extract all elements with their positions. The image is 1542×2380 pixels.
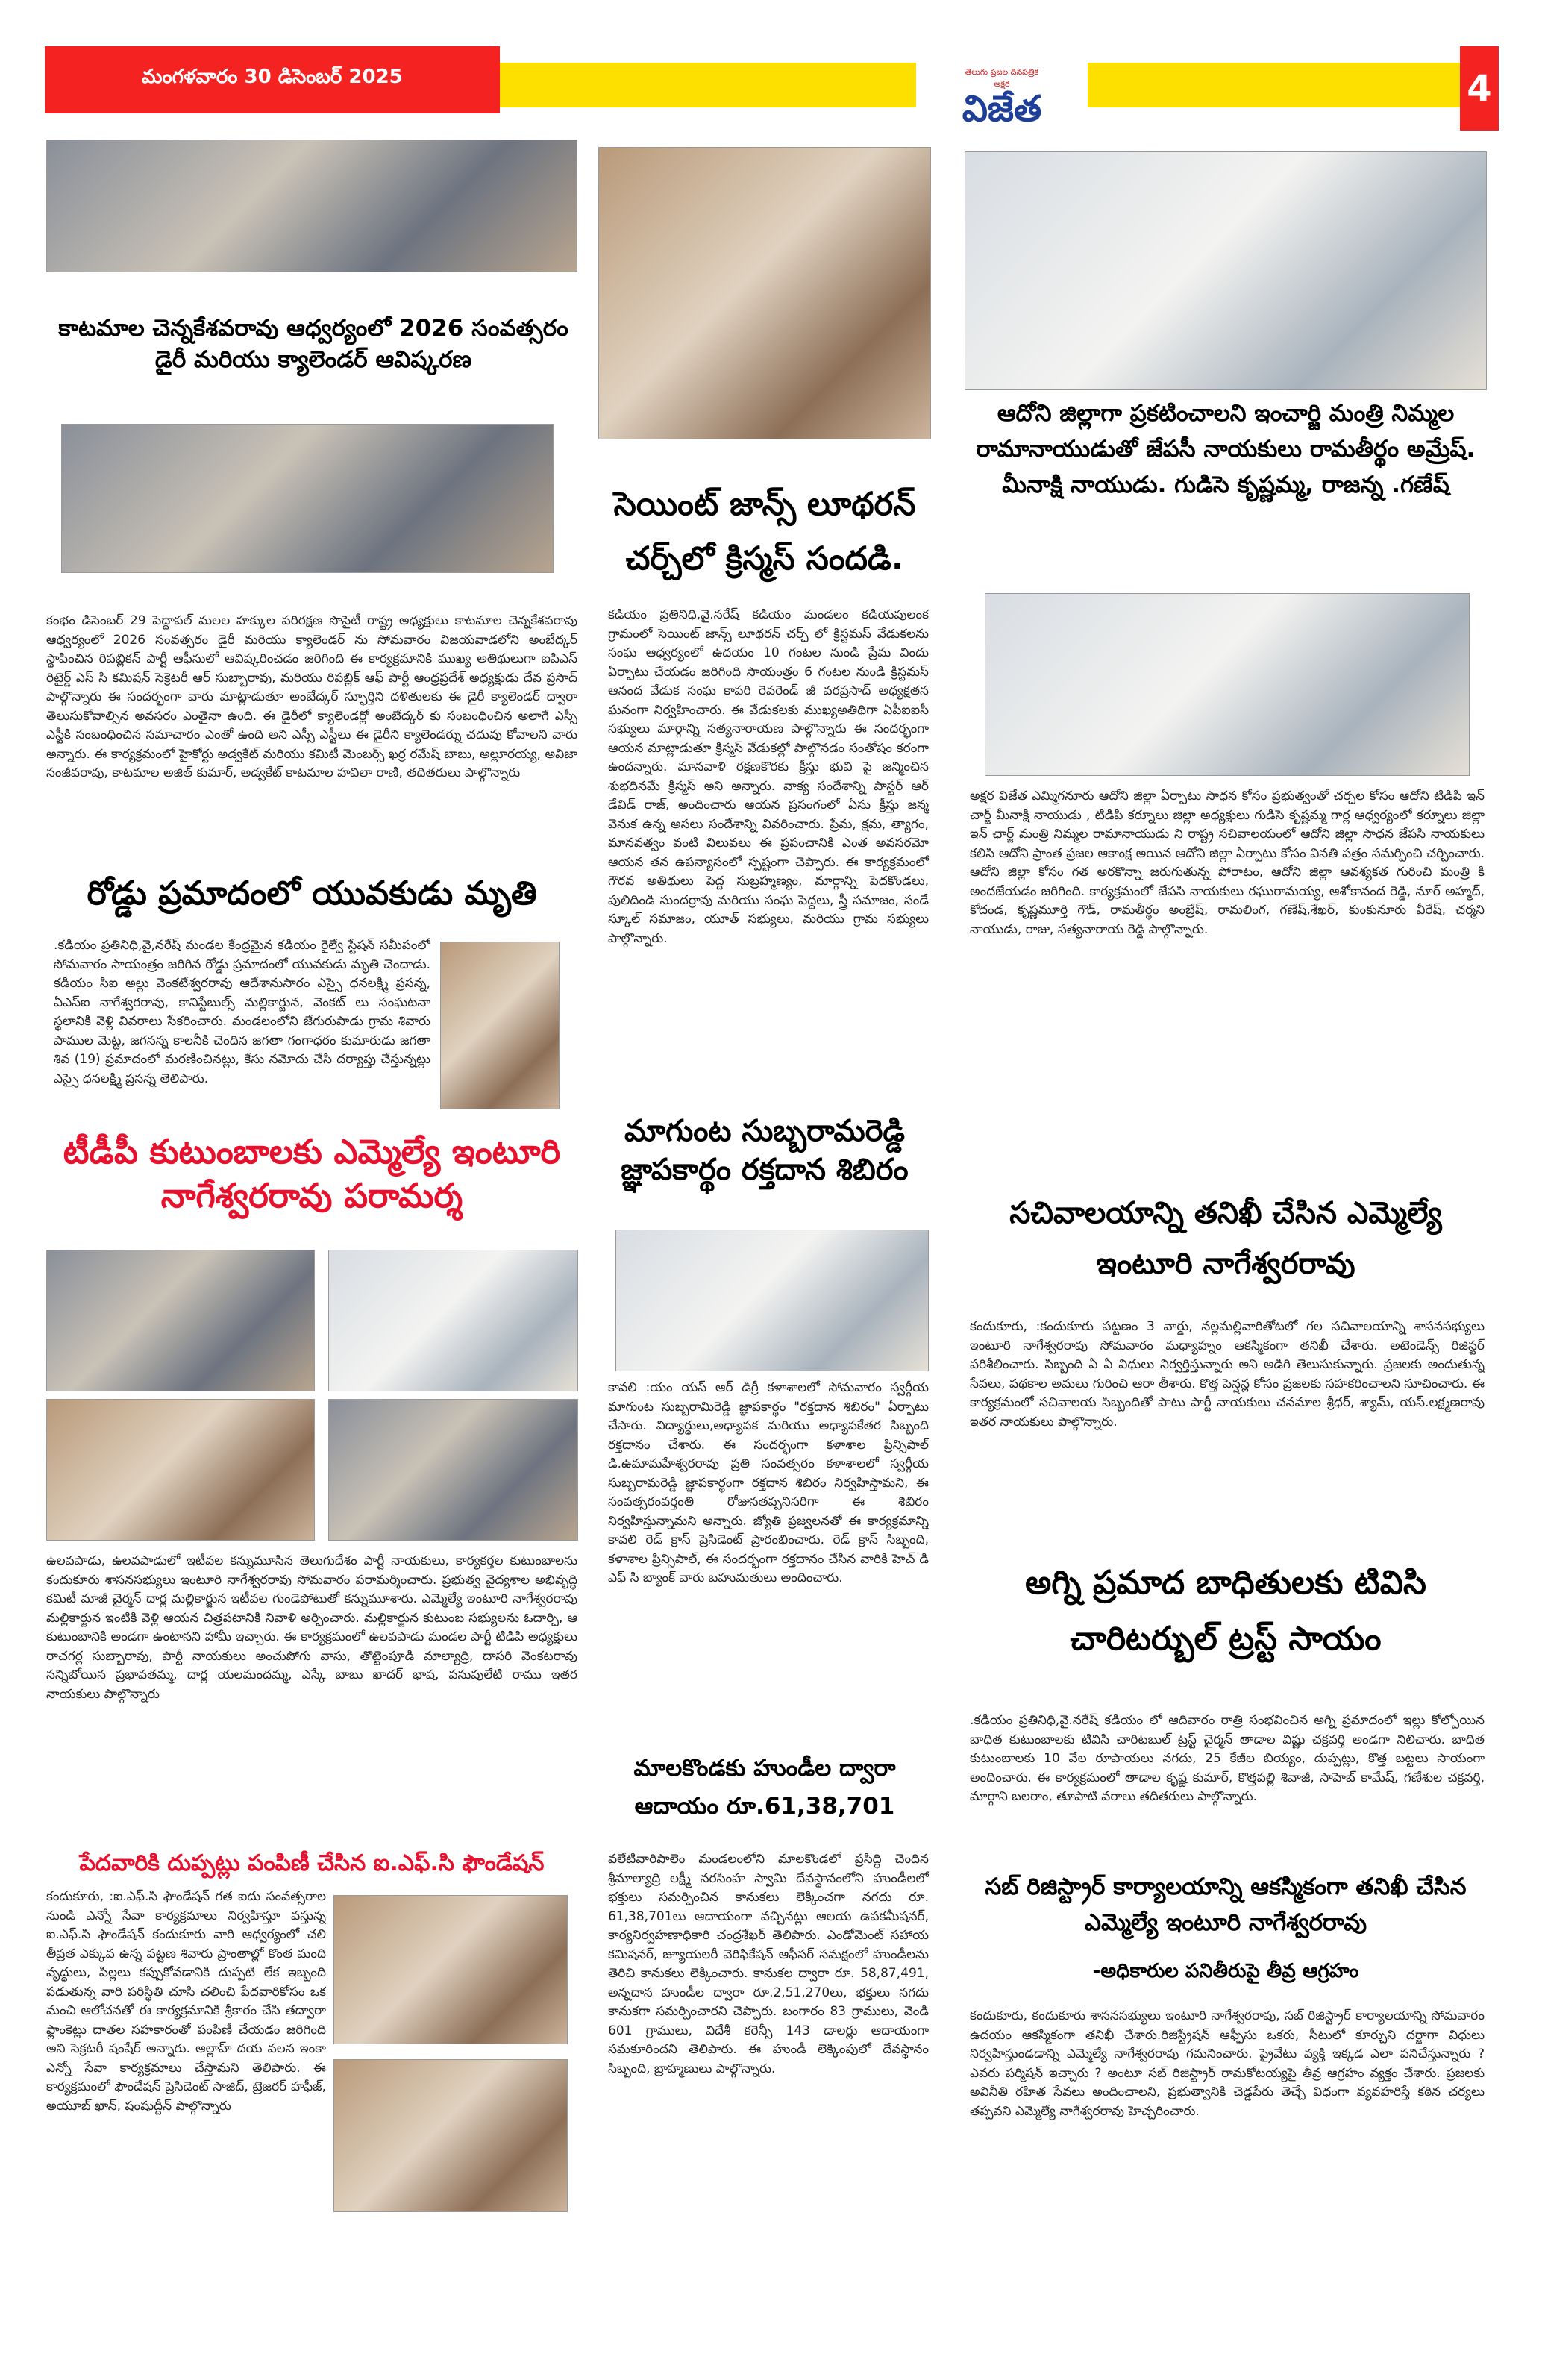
headline-fire-victims: అగ్ని ప్రమాద బాధితులకు టివిసి చారిటర్బుల్ ట్రస్ట్ సాయం — [1025, 1564, 1426, 1658]
blood-donation-photo — [615, 1230, 929, 1371]
page-number: 4 — [1460, 46, 1499, 131]
headline-blood-donation: మాగుంట సుబ్బరామరెడ్డి జ్ఞాపకార్థం రక్తదాన శిబిరం — [621, 1114, 909, 1187]
tdp-visit-photo-2 — [328, 1250, 578, 1391]
diary-launch-photo-1 — [46, 140, 577, 272]
newspaper-logo — [916, 61, 1088, 133]
article-adoni-body: అక్షర విజేత ఎమ్మిగనూరు ఆదోని జిల్లా ఏర్పాటు సాధన కోసం ప్రభుత్వంతో చర్చల కోసం ఆదోని టిడిపి ఇన్ చార్జ్ మీనాక్షి నాయుడు , టిడిపి కర్నూలు జిల్లా అధ్యక్షులు గుడిసె కృష్ణమ్మ గార్ల ఆధ్వర్యంలో కర్నూలు జిల్లా ఇన్ ఛార్జ్ మంత్రి నిమ్మల రామానాయుడు ని రాష్ట్ర సచివాలయంలో ఆదోని జిల్లా సాధన జేపసి నాయకులు కలిసి ఆదోని ప్రాంత ప్రజల ఆకాంక్ష అయిన ఆదోని జిల్లా ఏర్పాటు కోసం వినతి పత్రం సమర్పించి చర్చించారు. ఆదోని జిల్లా కోసం గత అరకొన్నా జరుగుతున్న పోరాటం, ఆదోని జిల్లా ఆవశ్యకత గురించి మంత్రి కి అందజేయడం జరిగింది. కార్యక్రమంలో జేపసి నాయకులు రఘురామయ్య, ఆశోకానంద రెడ్డి, నూర్ అహ్మద్, కోదండ, కృష్ణమూర్తి గౌడ్, రామతీర్థం అంబ్రేష్, రామలింగ, గణేష్,శేఖర్, కుంకునూరు వీరేష్, చర్మని నాయుడు, రాజు, సత్యనారాయ రెడ్డి పాల్గొన్నారు. — [970, 789, 1485, 937]
article-malakonda-body: వలేటివారిపాలెం మండలంలోని మాలకొండలో ప్రసిద్ధి చెందిన శ్రీమాల్యాద్రి లక్ష్మీ నరసింహ స్వామి దేవస్థానంలోని హుండీలలో భక్తులు సమర్పించిన కానుకలు లెక్కించగా నగదు రూ. 61,38,701లు ఆదాయంగా వచ్చినట్లు ఆలయ ఉపకమీషనర్, కార్యనిర్వహణాధికారి చంద్రశేఖర్ తెలిపారు. ఎండోమెంట్ సహాయ కమిషనర్, జ్యూయలరీ వెరిఫికేషన్ ఆఫీసర్ సమక్షంలో హుండీలను తెరిచి కానుకలు లెక్కించారు. కానుకల ద్వారా రూ. 58,87,491, అన్నదాన హుండీల ద్వారా రూ.2,51,270లు, భక్తులు నగదు కానుకగా సమర్పించారని చెప్పారు. బంగారం 83 గ్రాములు, వెండి 601 గ్రాములు, విదేశీ కరెన్సీ 143 డాలర్లు ఆదాయంగా సమకూరిందని తెలిపారు. ఈ హుండీ లెక్కింపులో దేవస్థానం సిబ్బంది, బ్రాహ్మణులు పాల్గొన్నారు. — [608, 1852, 929, 2076]
article-road-accident-body: .కడియం ప్రతినిధి,వై,నరేష్ మండల కేంద్రమైన కడియం రైల్వే స్టేషన్ సమీపంలో సోమవారం సాయంత్రం జరిగిన రోడ్డు ప్రమాదంలో యువకుడు మృతి చెందాడు. కడియం సిఐ అల్లు వెంకటేశ్వరరావు ఆదేశానుసారం ఎస్సై ధనలక్ష్మి ప్రసన్న, ఏఎస్ఐ నాగేశ్వరరావు, కానిస్టేబుల్స్ మల్లికార్జున, వెంకట్ లు సంఘటనా స్థలానికి వెళ్లి వివరాలు సేకరించారు. మండలంలోని జేగురుపాడు గ్రామ శివారు పాముల మెట్ట, జగనన్న కాలనీకి చెందిన జగతా గంగాధరం కుమారుడు జగతా శివ (19) ప్రమాదంలో మరణించినట్లు, కేసు నమోదు చేసి దర్యాప్తు చేస్తున్నట్లు ఎస్సై ధనలక్ష్మి ప్రసన్న తెలిపారు. — [54, 938, 430, 1086]
tdp-visit-photo-4 — [328, 1399, 578, 1541]
headline-tdp-families: టీడీపీ కుటుంబాలకు ఎమ్మెల్యే ఇంటూరి నాగేశ్వరరావు పరామర్శ — [63, 1132, 561, 1215]
article-secretariat-body: కందుకూరు, :కందుకూరు పట్టణం 3 వార్డు, నల్లమల్లివారితోటలో గల సచివాలయాన్ని శాసనసభ్యులు ఇంటూరి నాగేశ్వరరావు సోమవారం మధ్యాహ్నం ఆకస్మికంగా తనిఖీ చేశారు. అటెండెన్స్ రిజిస్టర్ పరిశీలించారు. సిబ్బంది ఏ ఏ విధులు నిర్వర్తిస్తున్నారు అని అడిగి తెలుసుకున్నారు. ప్రజలకు అందుతున్న సేవలు, పథకాల అమలు గురించి ఆరా తీశారు. కొత్త పెన్షన్ల కోసం ప్రజలకు సహకరించాలని సూచించారు. ఈ కార్యక్రమంలో సచివాలయ సిబ్బందితో పాటు పార్టీ నాయకులు చనమాల శ్రీధర్, శ్యామ్, యస్.లక్ష్మణరావు ఇతర నాయకులు పాల్గొన్నారు. — [970, 1319, 1485, 1429]
adoni-district-meeting-photo — [965, 151, 1487, 390]
headline-diary-launch: కాటమాల చెన్నకేశవరావు ఆధ్వర్యంలో 2026 సంవత్సరం డైరీ మరియు క్యాలెండర్ ఆవిష్కరణ — [58, 315, 568, 373]
road-accident-photo — [440, 942, 560, 1109]
article-blood-donation-body: కావలి :యం యస్ ఆర్ డిగ్రీ కళాశాలలో సోమవారం స్వర్గీయ మాగుంట సుబ్బరామిరెడ్డి జ్ఞాపకార్థం "రక్తదాన శిబిరం" ఏర్పాటు చేసారు. విద్యార్థులు,అధ్యాపక మరియు అధ్యాపకేతర సిబ్బంది రక్తదానం చేశారు. ఈ సందర్భంగా కళాశాల ప్రిన్సిపాల్ డి.ఉమామహేశ్వరరావు ప్రతి సంవత్సరం కళాశాలలో స్వర్గీయ సుబ్బరామరెడ్డి జ్ఞాపకార్థంగా రక్తదాన శిబిరం నిర్వహిస్తామని, ఈ సంవత్సరంవర్తంతి రోజునతప్పనిసరిగా ఈ శిబిరం నిర్వహిస్తున్నామని అన్నారు. జ్యోతి ప్రజ్వలనతో ఈ కార్యక్రమాన్ని కావలి రెడ్ క్రాస్ ప్రెసిడెంట్ ప్రారంభించారు. రెడ్ క్రాస్ సిబ్బంది, కళాశాల ప్రిన్సిపాల్, ఈ సందర్భంగా రక్తదానం చేసిన వారికి హెచ్ డి ఎఫ్ సి బ్యాంక్ వారు బహుమతులు అందించారు. — [608, 1380, 929, 1585]
logo-name: విజేత — [962, 88, 1042, 130]
headline-malakonda-hundi: మాలకొండకు హుండీల ద్వారా ఆదాయం రూ.61,38,701 — [633, 1755, 896, 1820]
subheadline-sub-registrar: -అధికారుల పనితీరుపై తీవ్ర ఆగ్రహం — [1092, 1960, 1359, 1982]
tdp-visit-photo-3 — [46, 1399, 315, 1541]
adoni-memorandum-photo — [985, 593, 1470, 776]
blanket-photo-2 — [333, 2059, 568, 2212]
article-fire-victims-body: .కడియం ప్రతినిధి,వై.నరేష్ కడియం లో ఆదివారం రాత్రి సంభవించిన అగ్ని ప్రమాదంలో ఇల్లు కోల్పోయిన బాధిత కుటుంబాలకు టివిసి చారిటబుల్ ట్రస్ట్ చైర్మన్ తాడాల విష్ణు చక్రవర్తి అండగా నిలిచారు. బాధిత కుటుంబాలకు 10 వేల రూపాయలు నగదు, 25 కేజీల బియ్యం, దుప్పట్లు, కొత్త బట్టలు సాయంగా అందించారు. ఈ కార్యక్రమంలో తాడాల కృష్ణ కుమార్, కొత్తపల్లి శివాజీ, సాహెబ్ కామేష్, గణేశుల చక్రవర్తి, మార్గాని బలరాం, తూపాటి వరాలు తదితరులు పాల్గొన్నారు. — [970, 1713, 1485, 1804]
blanket-photo-1 — [333, 1895, 568, 2044]
headline-secretariat-inspection: సచివాలయాన్ని తనిఖీ చేసిన ఎమ్మెల్యే ఇంటూరి నాగేశ్వరరావు — [1009, 1196, 1442, 1281]
article-sub-registrar-body: కందుకూరు, కందుకూరు శాసనసభ్యులు ఇంటూరి నాగేశ్వరరావు, సబ్ రిజిస్ట్రార్ కార్యాలయాన్ని సోమవారం ఉదయం ఆకస్మికంగా తనిఖీ చేశారు.రిజిస్ట్రేషన్ ఆఫ్ఫీసు ఒకరు, సీటులో కూర్చుని దర్జాగా విధులు నిర్వహిస్తుండడాన్ని ఎమ్మెల్యే నాగేశ్వరరావు గమనించారు. ప్రైవేటు వ్యక్తి ఇక్కడ ఎలా పనిచేస్తున్నారు ? ఎవరు పర్మిషన్ ఇచ్చారు ? అంటూ సబ్ రిజిస్ట్రార్ రామకోటయ్యపై తీవ్ర ఆగ్రహం వ్యక్తం చేశారు. ప్రజలకు అవినీతి రహిత సేవలు అందించాలని, ప్రభుత్వానికి చెడ్డపేరు తెచ్చే విధంగా వ్యవహరిస్తే కఠిన చర్యలు తప్పవని ఎమ్మెల్యే నాగేశ్వరరావు హెచ్చరించారు. — [970, 2008, 1485, 2119]
article-diary-launch-body: కంభం డిసెంబర్ 29 పెద్దాపల్ మలల హక్కుల పరిరక్షణ సొసైటీ రాష్ట్ర అధ్యక్షులు కాటమాల చెన్నకేశవరావు ఆధ్వర్యంలో 2026 సంవత్సరం డైరీ మరియు క్యాలెండర్ ను సోమవారం విజయవాడలోని అంబేద్కర్ స్థాపించిన రిపబ్లికన్ పార్టీ ఆఫీసులో ఆవిష్కరించడం జరిగింది ఈ కార్యక్రమానికి ముఖ్య అతిథులుగా ఐపిఎస్ రిటైర్డ్ ఎస్ సి కమిషన్ సెక్రెటరీ ఆర్ సుబ్బారావు, మరియు రిపబ్లిక్ ఆఫ్ పార్టీ ఆంధ్రప్రదేశ్ అధ్యక్షుడు దేవ ప్రసాద్ పాల్గొన్నారు ఈ సందర్భంగా వారు మాట్లాడుతూ అంబేద్కర్ స్ఫూర్తిని దళితులకు ఈ డైరీ క్యాలెండర్ ద్వారా తెలుసుకోవాల్సిన అవసరం ఎంతైనా ఉంది. ఈ డైరీలో క్యాలెండర్లో అంబేద్కర్ కు సంబంధించిన అలాగే ఎస్సీ ఎస్టీకి సంబంధించిన సమాచారం ఎంతో ఉంది అని ఎస్సీ ఎస్టీలు ఈ డైరీని క్యాలెండర్ను చదువు కోవాలని వారు అన్నారు. ఈ కార్యక్రమంలో హైకోర్టు అడ్వకేట్ మరియు కమిటీ మెంబర్స్ ఖర్ర రమేష్ బాబు, అల్లూరయ్య, అవిజా సంజీవరావు, కాటమాల అజిత్ కుమార్, అడ్వకేట్ కాటమాల హవిలా రాణి, తదితరులు పాల్గొన్నారు — [46, 613, 577, 780]
logo-tagline: తెలుగు ప్రజల దినపత్రిక — [965, 67, 1039, 77]
headline-sub-registrar: సబ్ రిజిస్ట్రార్ కార్యాలయాన్ని ఆకస్మికంగా తనిఖీ చేసిన ఎమ్మెల్యే ఇంటూరి నాగేశ్వరరావు — [985, 1873, 1467, 1937]
tdp-visit-photo-1 — [46, 1250, 315, 1391]
logo-subtitle: అక్షర — [994, 79, 1010, 89]
headline-road-accident: రోడ్డు ప్రమాదంలో యువకుడు మృతి — [87, 874, 537, 912]
headline-blanket-distribution: పేదవారికి దుప్పట్లు పంపిణీ చేసిన ఐ.ఎఫ్.సి ఫౌండేషన్ — [79, 1850, 545, 1876]
article-christmas-body: కడియం ప్రతినిధి,వై.నరేష్ కడియం మండలం కడియపులంక గ్రామంలో సెయింట్ జాన్స్ లూథరన్ చర్చ్ లో క్రిస్టమస్ వేడుకలను సంఘ ఆధ్వర్యంలో ఉదయం 10 గంటల నుండి ప్రేమ విందు ఏర్పాటు చేయడం జరిగింది సాయంత్రం 6 గంటల నుండి క్రిస్టమస్ ఆనంద వేడుక సంఘ కాపరి రెవరెండ్ జీ వరప్రసాద్ అధ్యక్షతన ఘనంగా నిర్వహించారు. ఈ వేడుకలకు ముఖ్యఅతిథిగా ఏపీఐఐసీ సభ్యులు మార్గాన్ని సత్యనారాయణ పాల్గొన్నారు ఈ సందర్భంగా ఆయన మాట్లాడుతూ క్రిస్మస్ వేడుకల్లో పాల్గొనడం సంతోషం కరంగా ఉందన్నారు. మానవాళి రక్షణకొరకు క్రీస్తు భువి పై జన్మించిన శుభదినమే క్రిస్మస్ అని అన్నారు. వాక్య సందేశాన్ని పాస్టర్ ఆర్ డేవిడ్ రాజ్, అందించారు ఆయన ప్రసంగంలో ఏసు క్రీస్తు జన్మ వెనుక ఉన్న అసలు సందేశాన్ని వివరించారు. ప్రేమ, క్షమ, త్యాగం, మానవత్వం వంటి విలువలు ఈ ప్రపంచానికి ఎంత అవసరమో ఆయన తన ఉపన్యాసంలో స్పష్టంగా చెప్పారు. ఈ కార్యక్రమంలో గౌరవ అతిథులు పెద్ద సుబ్రహ్మణ్యం, మార్గాన్ని పెదకొండలు, పులిదిండి సుందర్రావు మరియు సంఘ పెద్దలు, స్త్రీ సమాజం, సండే స్కూల్ సమాజం, యూత్ సభ్యులు, మరియు గ్రామ సభ్యులు పాల్గొన్నారు. — [608, 607, 929, 946]
christmas-celebration-photos — [598, 147, 931, 439]
article-blanket-body: కందుకూరు, :ఐ.ఎఫ్.సి ఫౌండేషన్ గత ఐదు సంవత్సరాల నుండి ఎన్నో సేవా కార్యక్రమాలు నిర్వహిస్తూ వస్తున్న ఐ.ఎఫ్.సి ఫౌండేషన్ కందుకూరు వారి ఆధ్వర్యంలో చలి తీవ్రత ఎక్కువ ఉన్న పట్టణ శివారు ప్రాంతాల్లో కొంత మంది వృద్ధులు, పిల్లలు కప్పుకోవడానికి దుప్పటి లేక ఇబ్బంది పడుతున్న వారి పరిస్థితి చూసి చలించి పేదవారికోసం ఒక మంచి ఆలోచనతో ఈ కార్యక్రమానికి శ్రీకారం చేసి తద్వారా ఫ్లాంకెట్లు దాతల సహకారంతో పంపిణీ చేయడం జరిగింది అని సెక్రటరీ షంషేర్ అన్నారు. ఆల్లాహ్ దయ వలన ఇంకా ఎన్నో సేవా కార్యక్రమాలు చేస్తామని తెలిపారు. ఈ కార్యక్రమంలో ఫౌండేషన్ ప్రెసిడెంట్ సాజిద్, ట్రెజరర్ హఫీజ్, అయూబ్ ఖాన్, షంషుద్దీన్ పాల్గొన్నారు — [46, 1889, 326, 2114]
issue-date: మంగళవారం 30 డిసెంబర్ 2025 — [142, 66, 403, 88]
diary-launch-photo-2 — [61, 424, 554, 573]
headline-adoni-district: ఆదోని జిల్లాగా ప్రకటించాలని ఇంచార్జి మంత్రి నిమ్మల రామానాయుడుతో జేపసీ నాయకులు రామతీర్థం అమ్రేష్. మీనాక్షి నాయుడు. గుడిసె కృష్ణమ్మ, రాజన్న .గణేష్ — [976, 400, 1476, 499]
article-tdp-families-body: ఉలవపాడు, ఉలవపాడులో ఇటీవల కన్నుమూసిన తెలుగుదేశం పార్టీ నాయకులు, కార్యకర్తల కుటుంబాలను కందుకూరు శాసనసభ్యులు ఇంటూరి నాగేశ్వరరావు సోమవారం పరామర్శించారు. ప్రభుత్వ వైద్యశాల అభివృద్ధి కమిటీ మాజీ చైర్మన్ దార్ల మల్లికార్జున ఇటీవల గుండెపోటుతో కన్నుమూశారు. ఎమ్మెల్యే ఇంటూరి నాగేశ్వరరావు మల్లికార్జున ఇంటికి వెళ్లి ఆయన చిత్రపటానికి నివాళి అర్పించారు. మల్లికార్జున కుటుంబ సభ్యులను ఓదార్చి, ఆ కుటుంబానికి అండగా ఉంటానని హామీ ఇచ్చారు. ఈ కార్యక్రమంలో ఉలవపాడు మండల పార్టీ టిడిపి అధ్యక్షులు రాచగర్ల సుబ్బారావు, పార్టీ నాయకులు అంచుపోగు వాసు, తొట్టెంపూడి మాల్యాద్రి, దాసరి వెంకటరావు సన్నిబోయిన ప్రభావతమ్మ, దార్ల యలమందమ్మ, ఎస్కే బాబు ఖాదర్ భాష, పసుపులేటి రాము ఇతర నాయకులు పాల్గొన్నారు — [46, 1553, 577, 1702]
headline-christmas: సెయింట్ జాన్స్ లూథరన్ చర్చ్‌లో క్రిస్మస్ సందడి. — [613, 486, 916, 578]
